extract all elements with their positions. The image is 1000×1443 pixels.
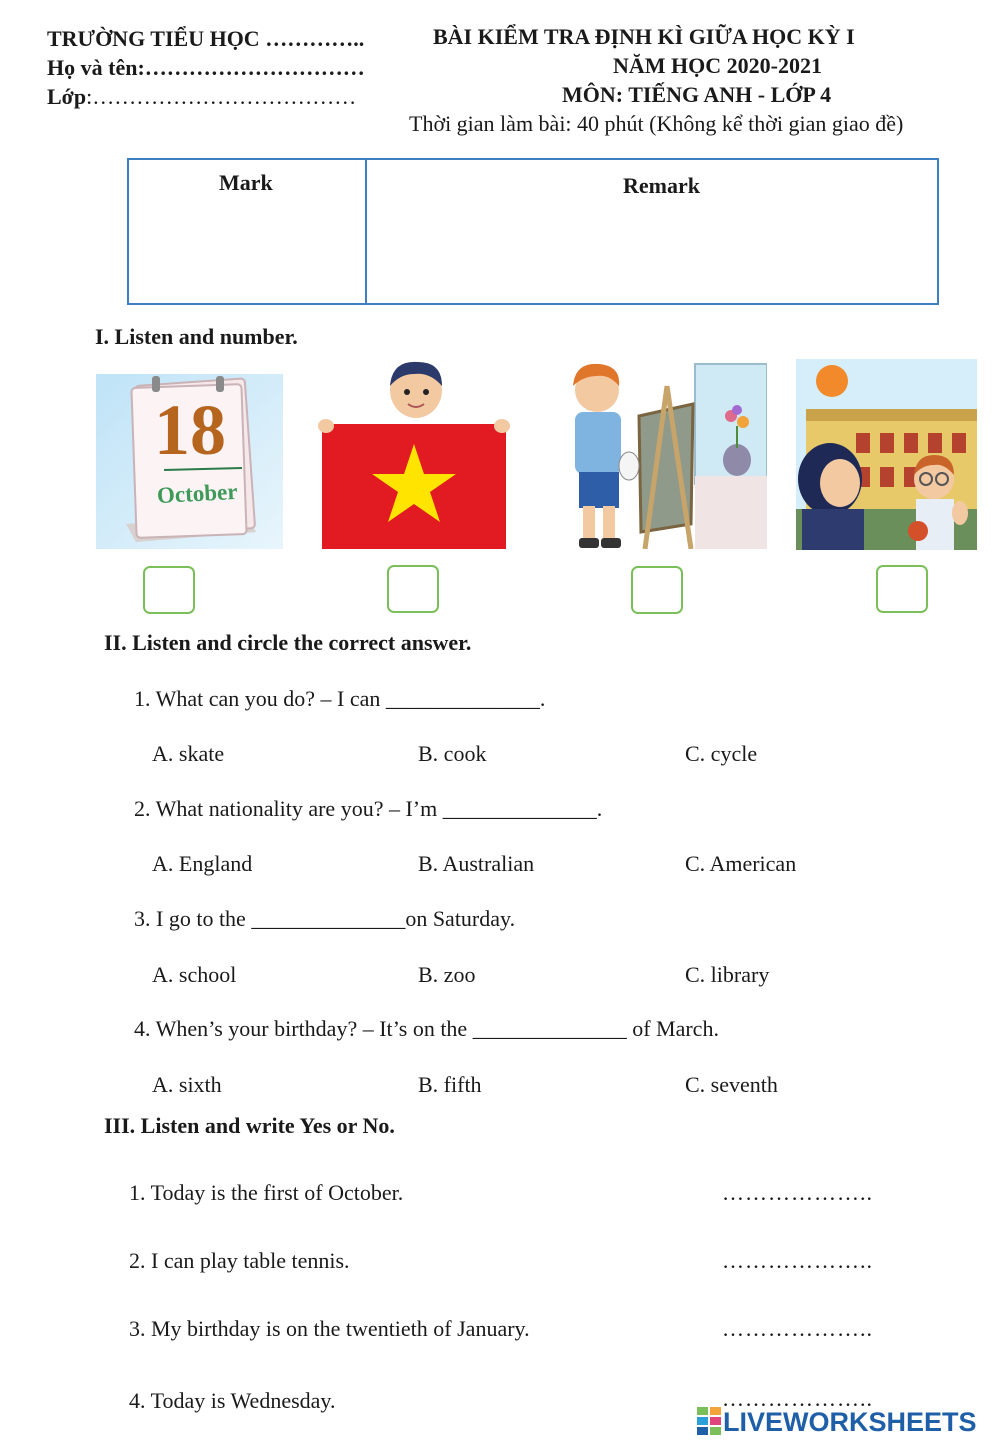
statement-4: 4. Today is Wednesday.	[129, 1388, 336, 1413]
question-4: 4. When’s your birthday? – It’s on the ______________ of March.	[134, 1016, 719, 1041]
answer-box-2[interactable]	[387, 565, 439, 613]
answer-blank-1[interactable]: ………………..	[722, 1180, 873, 1205]
remark-label: Remark	[623, 173, 700, 198]
liveworksheets-text: LIVEWORKSHEETS	[723, 1406, 977, 1437]
exam-title: BÀI KIỂM TRA ĐỊNH KÌ GIỮA HỌC KỲ I	[433, 24, 855, 49]
answer-box-4[interactable]	[876, 565, 928, 613]
exam-time: Thời gian làm bài: 40 phút (Không kể thời gian giao đề)	[409, 111, 904, 136]
student-name-line: Họ và tên:…………………………	[47, 55, 365, 80]
boy-with-flag-icon	[318, 358, 510, 549]
class-dots: :………………………………	[86, 84, 357, 109]
liveworksheets-logo-icon	[697, 1407, 723, 1437]
section-3-title: III. Listen and write Yes or No.	[104, 1113, 395, 1138]
school-name: TRƯỜNG TIỂU HỌC …………..	[47, 26, 365, 51]
question-3-option-b[interactable]: B. zoo	[418, 962, 476, 987]
question-2-option-c[interactable]: C. American	[685, 851, 797, 876]
answer-blank-3[interactable]: ………………..	[722, 1316, 873, 1341]
answer-blank-2[interactable]: ………………..	[722, 1248, 873, 1273]
calendar-month: October	[156, 478, 239, 509]
question-4-option-b[interactable]: B. fifth	[418, 1072, 482, 1097]
question-3: 3. I go to the ______________on Saturday.	[134, 906, 516, 931]
question-4-option-a[interactable]: A. sixth	[152, 1072, 222, 1097]
statement-3: 3. My birthday is on the twentieth of January.	[129, 1316, 530, 1341]
question-4-option-c[interactable]: C. seventh	[685, 1072, 778, 1097]
answer-box-3[interactable]	[631, 566, 683, 614]
statement-1: 1. Today is the first of October.	[129, 1180, 404, 1205]
question-2-option-b[interactable]: B. Australian	[418, 851, 535, 876]
answer-blank-4[interactable]: ………………..	[722, 1386, 873, 1411]
subject: MÔN: TIẾNG ANH - LỚP 4	[562, 82, 832, 107]
question-1-option-a[interactable]: A. skate	[152, 741, 225, 766]
painting-picture	[555, 356, 767, 549]
statement-2: 2. I can play table tennis.	[129, 1248, 350, 1273]
school-year: NĂM HỌC 2020-2021	[613, 53, 822, 78]
class-label: Lớp	[47, 84, 87, 109]
question-1-option-c[interactable]: C. cycle	[685, 741, 758, 766]
flag-picture	[318, 358, 510, 549]
question-3-option-c[interactable]: C. library	[685, 962, 770, 987]
section-2-title: II. Listen and circle the correct answer.	[104, 630, 472, 655]
question-2-option-a[interactable]: A. England	[152, 851, 253, 876]
children-at-school-icon	[796, 359, 977, 550]
question-3-option-a[interactable]: A. school	[152, 962, 237, 987]
calendar-picture	[96, 374, 283, 549]
question-1: 1. What can you do? – I can ______________.	[134, 686, 546, 711]
question-1-option-b[interactable]: B. cook	[418, 741, 487, 766]
answer-box-1[interactable]	[143, 566, 195, 614]
school-picture	[796, 359, 977, 550]
calendar-day: 18	[154, 390, 226, 470]
liveworksheets-watermark	[697, 1406, 977, 1438]
class-line	[47, 84, 356, 110]
boy-painting-icon	[555, 356, 767, 549]
section-1-title: I. Listen and number.	[95, 324, 298, 349]
question-2: 2. What nationality are you? – I’m ______________.	[134, 796, 603, 821]
mark-remark-box	[127, 158, 939, 305]
mark-label: Mark	[219, 170, 273, 195]
mark-box-divider	[365, 160, 367, 303]
